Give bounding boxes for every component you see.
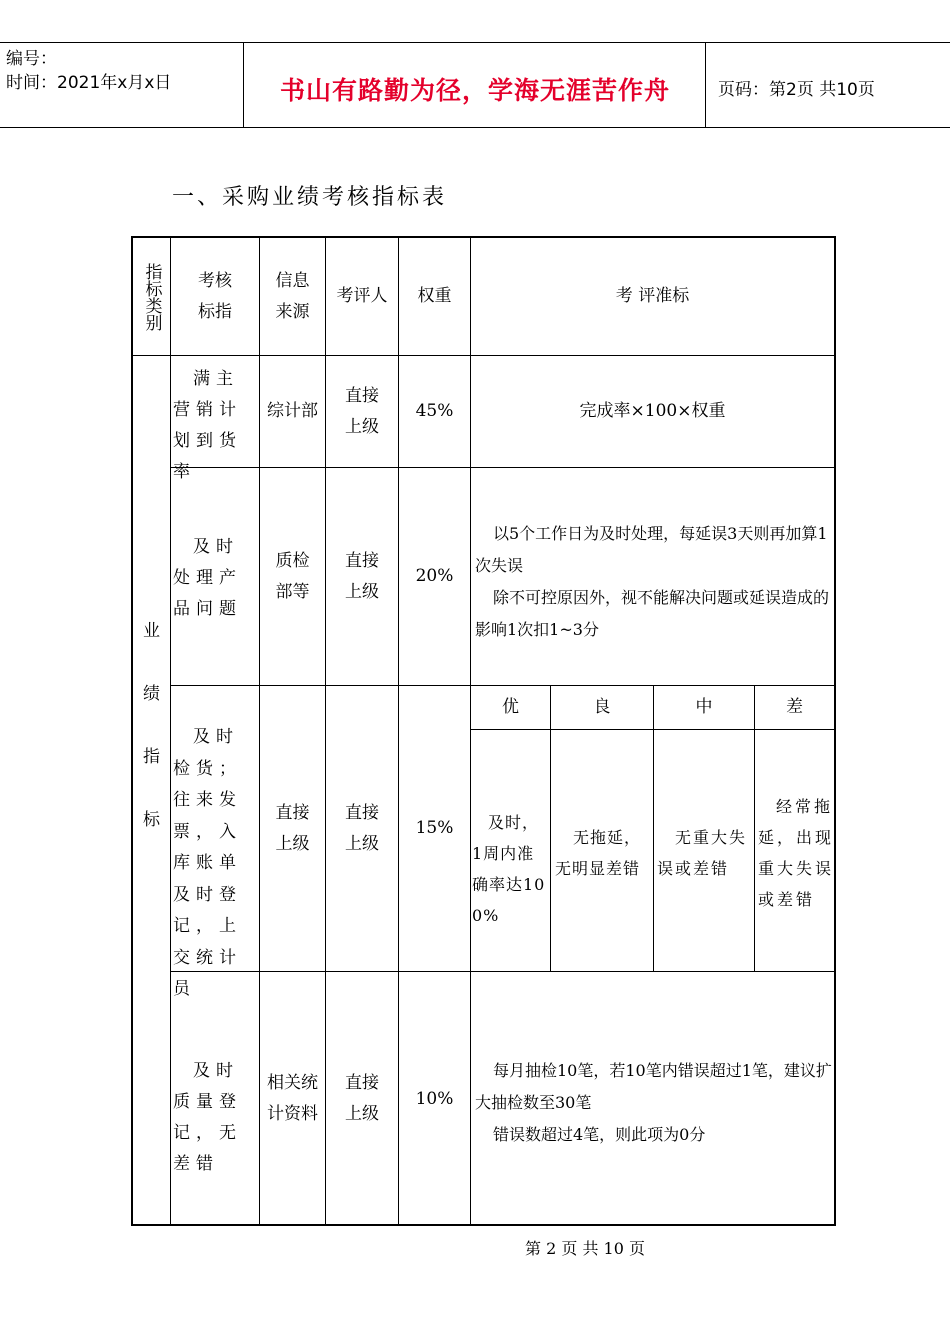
- header-source: 信息来源: [275, 270, 310, 322]
- row2-indicator: 及时处理产品问题: [173, 537, 242, 619]
- page-header: [0, 42, 950, 128]
- row1-source: 综计部: [267, 401, 318, 421]
- row2-evaluator: 直接上级: [345, 550, 379, 602]
- time-label: 时间：2021年x月x日: [6, 73, 172, 93]
- grade-label-good: 良: [593, 697, 611, 717]
- grade-label-excellent: 优: [502, 697, 519, 717]
- header-divider: [705, 43, 706, 127]
- row3-indicator: 及时检货；往来发票，入库账单及时登记，上交统计员: [173, 727, 242, 999]
- assessment-table: [131, 236, 836, 1226]
- header-motto: 书山有路勤为径，学海无涯苦作舟: [279, 76, 670, 105]
- header-meta: [6, 47, 171, 95]
- section-title: 一、采购业绩考核指标表: [172, 185, 448, 210]
- row3-weight: 15%: [415, 818, 454, 838]
- row3-source: 直接上级: [275, 802, 310, 854]
- grade-desc-poor: 经常拖延，出现重大失误或差错: [758, 797, 835, 909]
- grade-desc-good: 无拖延，无明显差错: [555, 828, 642, 878]
- page-footer: [0, 1236, 950, 1259]
- row4-indicator: 及时质量登记，无差错: [173, 1061, 242, 1174]
- header-standard: 考 评准标: [615, 286, 690, 306]
- category-value: 业绩指标: [143, 621, 160, 830]
- header-evaluator: 考评人: [336, 286, 388, 306]
- row4-weight: 10%: [415, 1088, 454, 1109]
- header-divider: [243, 43, 244, 127]
- row4-source: 相关统计资料: [267, 1073, 318, 1124]
- row2-standard-line: 除不可控原因外，视不能解决问题或延误造成的影响1次扣1~3分: [475, 588, 830, 639]
- row4-standard-line: 每月抽检10笔，若10笔内错误超过1笔，建议扩大抽检数至30笔: [475, 1061, 832, 1112]
- header-indicator: 考核标指: [198, 270, 232, 322]
- footer-page-number: 第 2 页 共 10 页: [525, 1239, 645, 1258]
- row3-evaluator: 直接上级: [345, 802, 379, 854]
- grade-label-poor: 差: [786, 697, 803, 717]
- row1-evaluator: 直接上级: [345, 385, 379, 437]
- page-number-label: 页码：第2页 共10页: [718, 80, 875, 100]
- row4-standard: [475, 1055, 835, 1151]
- row1-indicator: 满主营销计划到货率: [173, 369, 242, 482]
- row4-evaluator: 直接上级: [345, 1073, 379, 1124]
- grade-desc-excellent: 及时，1周内准确率达100%: [472, 813, 546, 925]
- row4-standard-line: 错误数超过4笔，则此项为0分: [493, 1125, 706, 1144]
- row2-standard-line: 以5个工作日为及时处理，每延误3天则再加算1次失误: [475, 524, 828, 575]
- header-weight: 权重: [417, 286, 452, 306]
- row2-weight: 20%: [415, 566, 454, 586]
- header-category: 指标类别: [141, 262, 162, 331]
- row1-weight: 45%: [415, 401, 454, 421]
- grade-desc-medium: 无重大失误或差错: [657, 828, 748, 878]
- row2-standard: [475, 518, 835, 646]
- row1-standard: 完成率×100×权重: [579, 401, 726, 421]
- code-label: 编号：: [6, 49, 57, 69]
- grade-label-medium: 中: [695, 697, 713, 717]
- row2-source: 质检部等: [275, 550, 310, 602]
